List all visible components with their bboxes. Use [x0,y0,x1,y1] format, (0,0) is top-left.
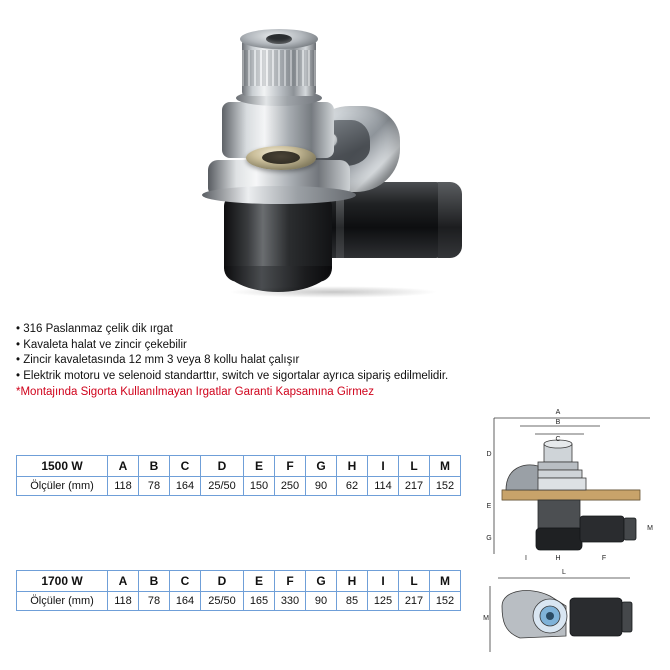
column-header-f: F [275,456,306,477]
column-header-e: E [244,571,275,592]
label-f: F [601,555,607,562]
table-header-row [17,571,461,592]
feature-item: • Zincir kavaletasında 12 mm 3 veya 8 kollu halat çalışır [16,354,300,366]
label-m: M [483,615,489,622]
drum-ribs [242,50,316,86]
feature-item: • 316 Paslanmaz çelik dik ırgat [16,323,173,335]
chain-gypsy-core [262,151,300,164]
below-deck-body [538,500,580,528]
label-b: B [555,419,561,426]
label-a: A [555,409,561,416]
column-header-l: L [399,571,430,592]
value-h: 85 [337,592,368,611]
column-header-h: H [337,456,368,477]
motor-end-cap [438,182,462,258]
deck-board [502,490,640,500]
label-e: E [486,503,492,510]
column-header-h: H [337,571,368,592]
column-header-i: I [368,456,399,477]
technical-drawing-side [480,404,660,564]
column-header-a: A [108,571,139,592]
label-c: C [555,436,561,443]
feature-item: • Kavaleta halat ve zincir çekebilir [16,338,187,351]
model-label: 1700 W [17,571,108,592]
column-header-b: B [139,571,170,592]
cowl-section [506,465,538,490]
column-header-i: I [368,571,399,592]
drum-plan-core [546,612,554,620]
spec-table-1700w [16,570,461,611]
column-header-a: A [108,456,139,477]
side-section-svg [480,404,660,564]
column-header-b: B [139,456,170,477]
label-l: L [562,569,566,576]
value-g: 90 [306,592,337,611]
product-image [0,0,670,300]
warranty-warning: *Montajında Sigorta Kullanılmayan Irgatlar Garanti Kapsamına Girmez [16,386,374,398]
value-a: 118 [108,592,139,611]
column-header-d: D [201,571,244,592]
value-m: 152 [430,477,461,496]
column-header-l: L [399,456,430,477]
value-i: 114 [368,477,399,496]
value-m: 152 [430,592,461,611]
value-f: 250 [275,477,306,496]
value-a: 118 [108,477,139,496]
value-e: 165 [244,592,275,611]
value-b: 78 [139,592,170,611]
label-m: M [647,525,653,532]
value-e: 150 [244,477,275,496]
technical-drawing-top [480,566,660,666]
table-row [17,592,461,611]
value-g: 90 [306,477,337,496]
label-i: I [525,555,527,562]
column-header-f: F [275,571,306,592]
spec-table-1500w [16,455,461,496]
horizontal-motor [580,516,624,542]
motor-cap [624,518,636,540]
motor-plan [570,598,622,636]
deck-base-lip [202,186,356,204]
model-label: 1500 W [17,456,108,477]
value-l: 217 [399,477,430,496]
vertical-motor [536,528,582,550]
label-d: D [486,451,492,458]
top-view-svg [480,566,660,666]
column-header-d: D [201,456,244,477]
value-d: 25/50 [201,592,244,611]
value-b: 78 [139,477,170,496]
label-h: H [555,555,561,562]
motor-plan-cap [622,602,632,632]
value-i: 125 [368,592,399,611]
capstan-section [530,440,586,490]
column-header-g: G [306,456,337,477]
column-header-m: M [430,456,461,477]
table-row [17,477,461,496]
drum-socket [266,34,292,44]
feature-item: • Elektrik motoru ve selenoid standarttır, switch ve sigortalar ayrıca sipariş edilmelidir. [16,369,449,382]
table-header-row [17,456,461,477]
row-label: Ölçüler (mm) [17,592,108,611]
column-header-m: M [430,571,461,592]
value-c: 164 [170,477,201,496]
row-label: Ölçüler (mm) [17,477,108,496]
label-g: G [486,535,492,542]
feature-list [16,322,516,401]
drop-shadow [228,286,438,298]
value-f: 330 [275,592,306,611]
value-d: 25/50 [201,477,244,496]
windlass-illustration [150,10,450,295]
value-l: 217 [399,592,430,611]
column-header-c: C [170,571,201,592]
value-h: 62 [337,477,368,496]
column-header-g: G [306,571,337,592]
column-header-c: C [170,456,201,477]
column-header-e: E [244,456,275,477]
value-c: 164 [170,592,201,611]
